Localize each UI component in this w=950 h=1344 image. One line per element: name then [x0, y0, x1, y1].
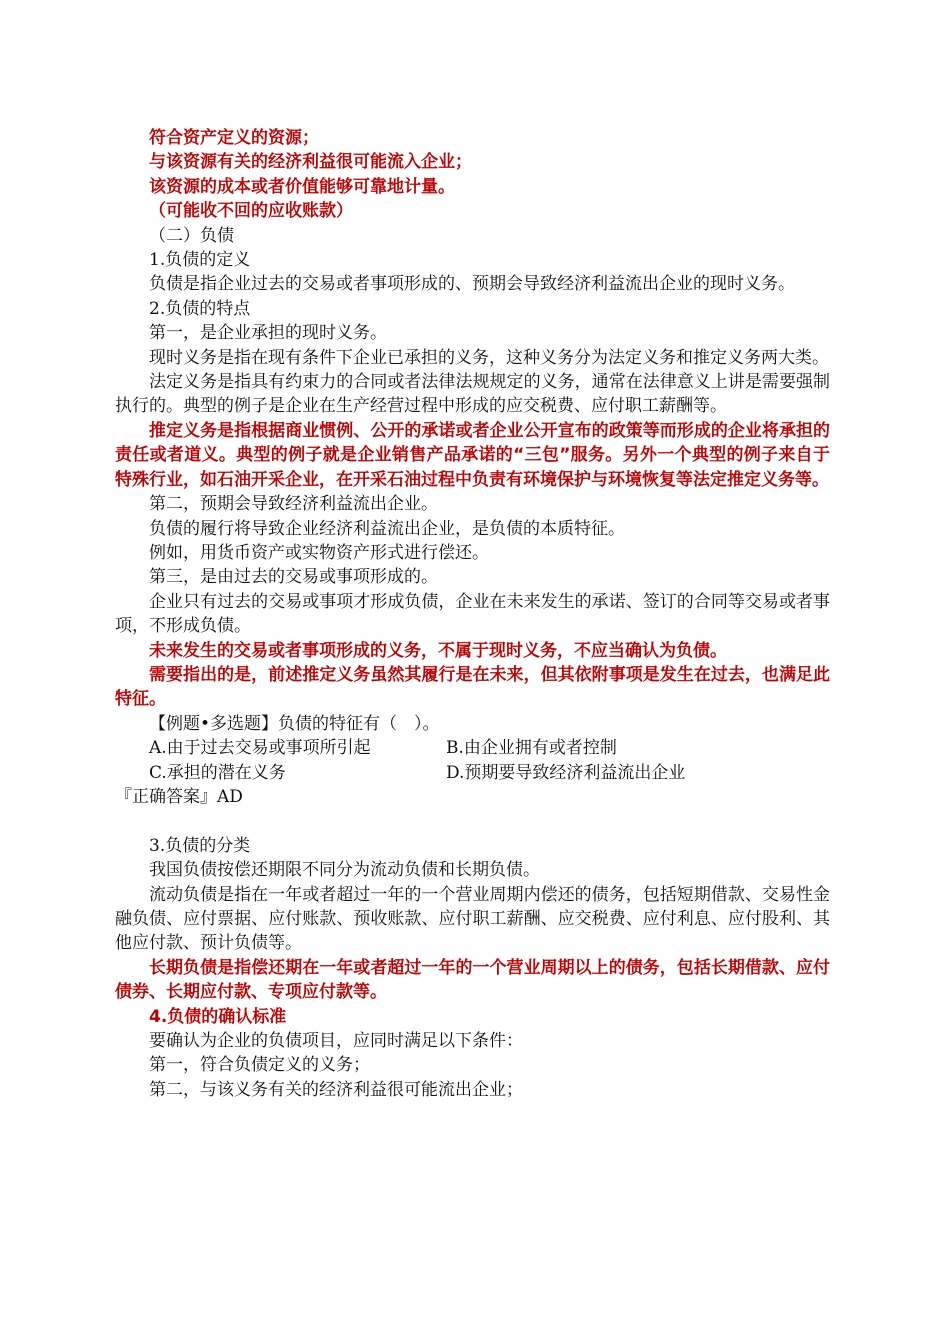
paragraph-classification: 我国负债按偿还期限不同分为流动负债和长期负债。 [149, 860, 540, 881]
emphasis-note: 需要指出的是，前述推定义务虽然其履行是在未来，但其依附事项是发生在过去，也满足此特征。 [115, 664, 830, 710]
subheading-classification: 3.负债的分类 [149, 835, 251, 856]
paragraph-first: 第一，是企业承担的现时义务。 [149, 323, 387, 344]
options-row-1 [115, 736, 830, 760]
options-row-2 [115, 761, 830, 785]
paragraph-recognition-intro: 要确认为企业的负债项目，应同时满足以下条件： [149, 1031, 523, 1052]
asset-criterion-3: 该资源的成本或者价值能够可靠地计量。 [149, 176, 455, 197]
recognition-condition-1: 第一，符合负债定义的义务； [149, 1055, 370, 1076]
paragraph-third: 第三，是由过去的交易或事项形成的。 [149, 567, 438, 588]
paragraph-legal-obligation: 法定义务是指具有约束力的合同或者法律法规规定的义务，通常在法律意义上讲是需要强制执行的。典型的例子是企业在生产经营过程中形成的应交税费、应付职工薪酬等。 [115, 372, 830, 417]
paragraph-present-obligation: 现时义务是指在现有条件下企业已承担的义务，这种义务分为法定义务和推定义务两大类。 [149, 347, 829, 368]
asset-note: （可能收不回的应收账款） [149, 201, 353, 222]
subheading-recognition: 4.负债的确认标准 [149, 1006, 287, 1027]
section-heading-liabilities: （二）负债 [149, 225, 234, 246]
spacer [115, 809, 830, 833]
option-b: B.由企业拥有或者控制 [446, 738, 617, 759]
asset-criterion-1: 符合资产定义的资源； [149, 128, 319, 148]
subheading-characteristics: 2.负债的特点 [149, 298, 251, 319]
paragraph-definition: 负债是指企业过去的交易或者事项形成的、预期会导致经济利益流出企业的现时义务。 [149, 274, 795, 295]
option-a: A.由于过去交易或事项所引起 [149, 738, 371, 759]
paragraph-past-events: 企业只有过去的交易或事项才形成负债，企业在未来发生的承诺、签订的合同等交易或者事项，不形成负债。 [115, 591, 830, 637]
option-c: C.承担的潜在义务 [149, 762, 286, 783]
emphasis-future-obligation: 未来发生的交易或者事项形成的义务，不属于现时义务，不应当确认为负债。 [149, 640, 727, 661]
subheading-definition: 1.负债的定义 [149, 250, 251, 271]
paragraph-constructive-obligation: 推定义务是指根据商业惯例、公开的承诺或者企业公开宣布的政策等而形成的企业将承担的责任或者道义。典型的例子就是企业销售产品承诺的“三包”服务。另外一个典型的例子来自于特殊行业，如石油开采企业，在开采石油过程中负责有环境保护与环境恢复等法定推定义务等。 [115, 420, 830, 490]
asset-criterion-2: 与该资源有关的经济利益很可能流入企业； [149, 152, 472, 173]
paragraph-second: 第二，预期会导致经济利益流出企业。 [149, 494, 438, 515]
option-d: D.预期要导致经济利益流出企业 [446, 762, 686, 783]
document-page [115, 126, 830, 1102]
paragraph-current-liabilities: 流动负债是指在一年或者超过一年的一个营业周期内偿还的债务，包括短期借款、交易性金融负债、应付票据、应付账款、预收账款、应付职工薪酬、应交税费、应付利息、应付股利、其他应付款、预计负债等。 [115, 884, 830, 954]
paragraph-example: 例如，用货币资产或实物资产形式进行偿还。 [149, 542, 489, 563]
recognition-condition-2: 第二，与该义务有关的经济利益很可能流出企业； [149, 1079, 523, 1100]
paragraph-long-term-liabilities: 长期负债是指偿还期在一年或者超过一年的一个营业周期以上的债务，包括长期借款、应付债券、长期应付款、专项应付款等。 [115, 957, 830, 1003]
paragraph-essence: 负债的履行将导致企业经济利益流出企业，是负债的本质特征。 [149, 518, 625, 539]
example-question: 【例题•多选题】负债的特征有（ ）。 [149, 713, 440, 734]
correct-answer: 『正确答案』AD [115, 786, 243, 807]
